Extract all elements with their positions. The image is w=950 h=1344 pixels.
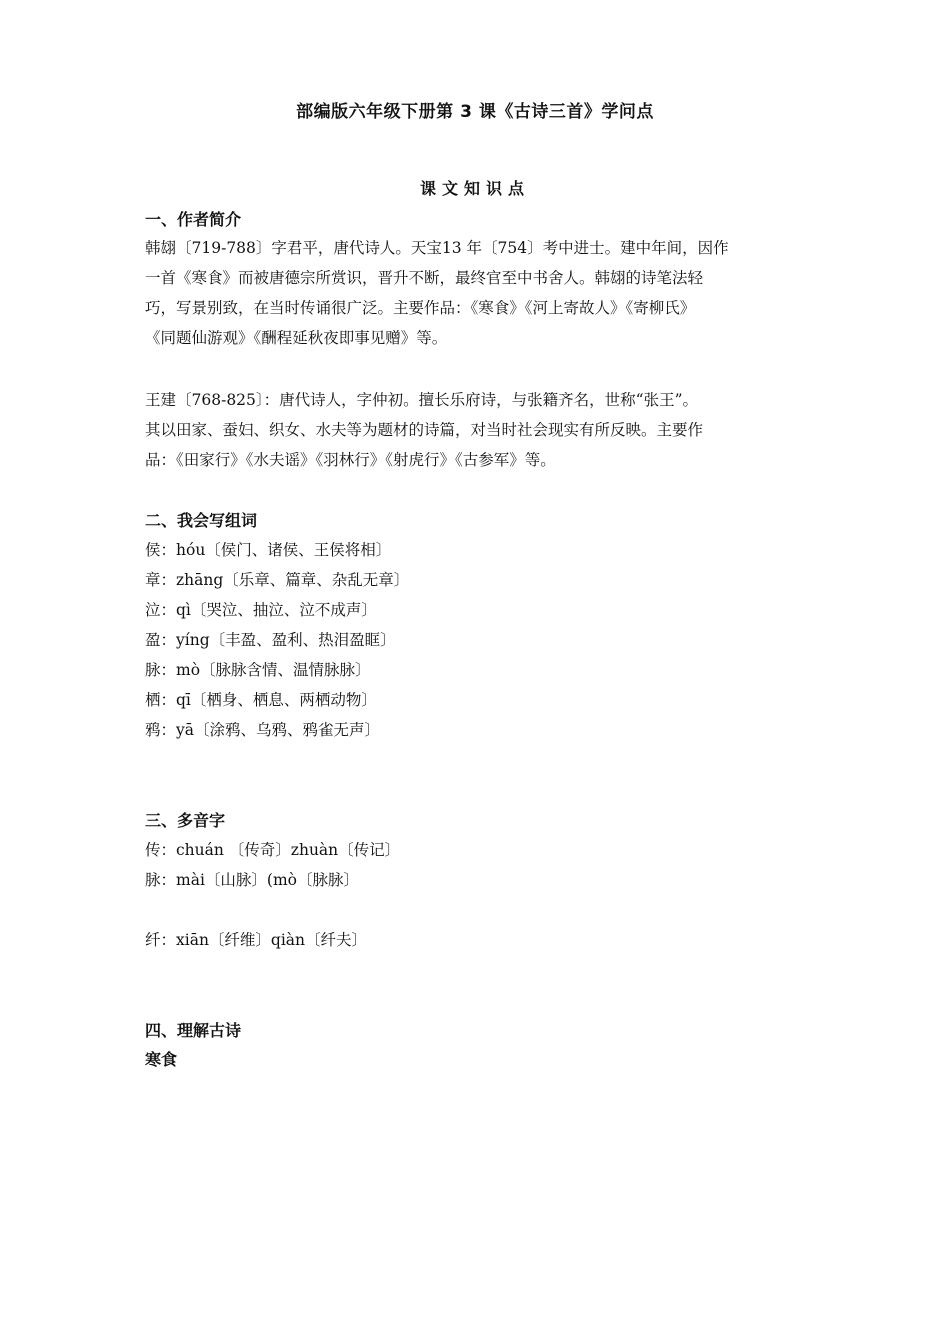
word-group-item: 栖：qī〔栖身、栖息、两栖动物〕 bbox=[145, 691, 377, 709]
author-paragraph-1-line: 韩翃〔719-788〕字君平，唐代诗人。天宝13 年〔754〕考中进士。建中年间，因作 bbox=[145, 239, 729, 257]
polyphone-item: 传：chuán 〔传奇〕zhuàn〔传记〕 bbox=[145, 841, 401, 859]
polyphone-item: 纤：xiān〔纤维〕qiàn〔纤夫〕 bbox=[145, 931, 368, 949]
author-paragraph-2-line: 品：《田家行》《水夫谣》《羽林行》《射虎行》《古参军》等。 bbox=[145, 451, 556, 469]
document-title: 部编版六年级下册第 3 课《古诗三首》学问点 bbox=[296, 102, 654, 122]
author-paragraph-1-line: 一首《寒食》而被唐德宗所赏识，晋升不断，最终官至中书舍人。韩翃的诗笔法轻 bbox=[145, 269, 704, 287]
word-group-item: 鸦：yā〔涂鸦、乌鸦、鸦雀无声〕 bbox=[145, 721, 380, 739]
word-group-item: 泣：qì〔哭泣、抽泣、泣不成声〕 bbox=[145, 601, 377, 619]
section-subtitle: 课文知识点 bbox=[419, 179, 530, 198]
word-group-item: 章：zhāng〔乐章、篇章、杂乱无章〕 bbox=[145, 571, 410, 589]
word-group-item: 脉：mò〔脉脉含情、温情脉脉〕 bbox=[145, 661, 371, 679]
author-paragraph-1-line: 《同题仙游观》《酬程延秋夜即事见赠》等。 bbox=[145, 329, 448, 347]
polyphone-item: 脉：mài〔山脉〕(mò〔脉脉〕 bbox=[145, 871, 359, 889]
word-group-item: 盈：yíng〔丰盈、盈利、热泪盈眶〕 bbox=[145, 631, 396, 649]
heading-understand-poems: 四、理解古诗 bbox=[145, 1021, 242, 1040]
author-paragraph-2-line: 王建〔768-825〕：唐代诗人，字仲初。擅长乐府诗，与张籍齐名，世称“张王”。 bbox=[145, 391, 699, 409]
heading-polyphones: 三、多音字 bbox=[145, 811, 226, 830]
author-paragraph-2-line: 其以田家、蚕妇、织女、水夫等为题材的诗篇，对当时社会现实有所反映。主要作 bbox=[145, 421, 704, 439]
word-group-item: 侯：hóu〔侯门、诸侯、王侯将相〕 bbox=[145, 541, 392, 559]
author-paragraph-1-line: 巧，写景别致，在当时传诵很广泛。主要作品：《寒食》《河上寄故人》《寄柳氏》 bbox=[145, 299, 696, 317]
heading-author-intro: 一、作者简介 bbox=[145, 210, 242, 229]
poem-title: 寒食 bbox=[145, 1050, 178, 1069]
heading-word-groups: 二、我会写组词 bbox=[145, 511, 258, 530]
